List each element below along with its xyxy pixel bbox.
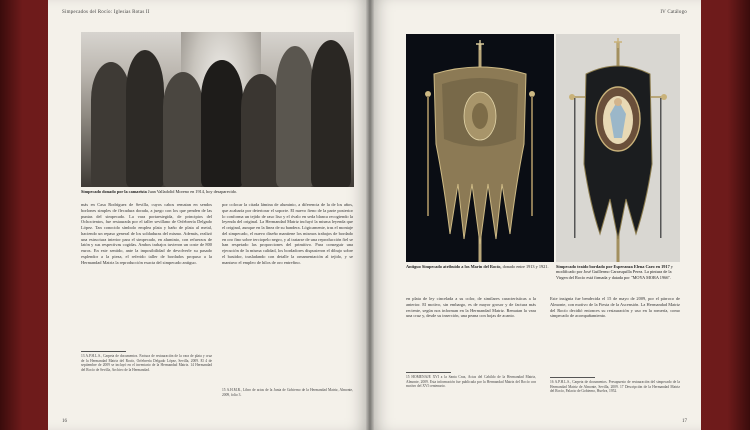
running-header-right: IV Catálogo <box>660 10 687 15</box>
footnote-rule-right-1 <box>406 372 451 373</box>
book-gutter <box>366 0 374 430</box>
footnotes-right-1: 15 HOMENAJE XVI a la Santa Cruz, Actas del Cabildo de la Hermandad Matriz, Almonte, 2009. Esta información fue publicada por la Hermandad Matriz del Rocío con motivo del XVI centenario. <box>406 375 536 389</box>
page-number-right: 17 <box>682 419 687 424</box>
photo-caption-left: Simpecado donado por la camarista Juan Valladolid Moreno en 1914, hoy desaparecido. <box>81 189 238 194</box>
virgin-standard-illustration <box>556 34 680 262</box>
right-page-column-1: en plata de ley cincelada a su color, de similares características a la anterior. El motivo, sin embargo, es de mayor grosor y de factura más reciente, según nos informan en la Hermandad Matriz. Rematan la vara una cruz y, desde su inserción, una peana con hojas de acanto. <box>406 296 536 319</box>
footnotes-right-2: 16 A.P.H.L.S., Carpeta de documentos. Presupuesto de restauración del simpecado de la Hermandad Matriz de Almonte, Sevilla, 2009. 17 Descripción de la Hermandad Matriz del Rocío, Palacio de Gobierno, Huelva, 1952. <box>550 380 680 394</box>
photo-caption-right-1: Antiguo Simpecado atribuido a los Marín del Rocío, donado entre 1913 y 1921. <box>406 264 549 269</box>
footnote-rule-right-2 <box>550 377 595 378</box>
gold-banner-illustration <box>406 34 554 262</box>
footnotes-left-2: 15 A.H.M.R., Libro de actas de la Junta de Gobierno de la Hermandad Matriz, Almonte, 2009, folio 3. <box>222 388 353 397</box>
running-header-left: Simpecados del Rocío: Iglesias Rotas II <box>62 10 150 15</box>
banner-photograph-1 <box>406 34 554 262</box>
photo-caption-right-2: Simpecado traído bordado por Esperanza Elena Caro en 1917 y modificado por José Guillermo Carrasquilla Perea. La pintura de la Virgen del Rocío está firmada y datada por "MOYA MORA 1966". <box>556 264 673 280</box>
page-number-left: 16 <box>62 419 67 424</box>
right-page-column-2: Este insignia fue bendecida el 15 de mayo de 2009, por el párroco de Almonte, con motivo de la Fiesta de la Ascensión. La Hermandad Matriz del Rocío decidió entonces su restauración y uso en la romería, como simpecado de acompañamiento. <box>550 296 680 319</box>
left-page-column-1: más en Casa Rodríguez de Sevilla, cuyos cabos rematan en sendos borlones simples de flecadura dorada, a juego con los que penden de las puntas del simpecado. La vara portaestegida, de principios del Ochocientos, fue restaurada por el taller sevillano de Orfebrería Delgado López. Tan conocido símbolo emplea plata y baño de plata al metal, haciendo un repaso general de los soldaduras del mismo. Además, realizó una estructura interior para el simpecado, en aluminio, con refuerzos de latón y sus respectivas cogidas. Ambos trabajos tuvieron un coste de 800 euros. En este sentido, ante la imposibilidad de devolverle su pasado esplendor a la pieza, el referido taller de bordados propuso a la Hermandad Matriz la reproducción exacta del simpecado antiguo. <box>81 202 212 265</box>
group-photograph <box>81 32 354 187</box>
left-page-column-2: por colocar la citada lámina de aluminio, a diferencia de la de los años, que acabaría por deteriorar el soporte. El nuevo fieno de la parte posterior lo conforma un tejido de raso liso y el óvalo en seda blanca recogiendo la leyenda del original. La Hermandad Matriz incluyó la misma leyenda que el original, aunque en la línea de su bandera. Lógicamente, tras el montaje del simpecado, el nuevo diseño mantiene los mismos trabajos de bordado en oro fino sobre terciopelo negro, y al tratarse de una reproducción fiel se han respetado las proporciones del primitivo. Para conseguir una ejecución de la misma calidad, los bordadores dispusieron el dibujo sobre el bastidor, trasladando con detalle la ornamentación al tejido, y se mantuvo el empleo de hilos de oro entrefino. <box>222 202 353 265</box>
footnote-rule-left <box>81 351 126 352</box>
banner-photograph-2 <box>556 34 680 262</box>
left-page <box>48 0 370 430</box>
right-page <box>370 0 701 430</box>
footnotes-left-1: 13 A.P.H.L.S., Carpeta de documentos. Factura de restauración de la vara de plata y cruz de la Hermandad Matriz del Rocío, Orfebrería Delgado López, Sevilla, 2009. El 4 de septiembre de 2009 se incluyó en el inventario de la Hermandad Matriz. 14 Hermandad del Rocío de Sevilla, Archivo de la Hermandad. <box>81 354 212 372</box>
